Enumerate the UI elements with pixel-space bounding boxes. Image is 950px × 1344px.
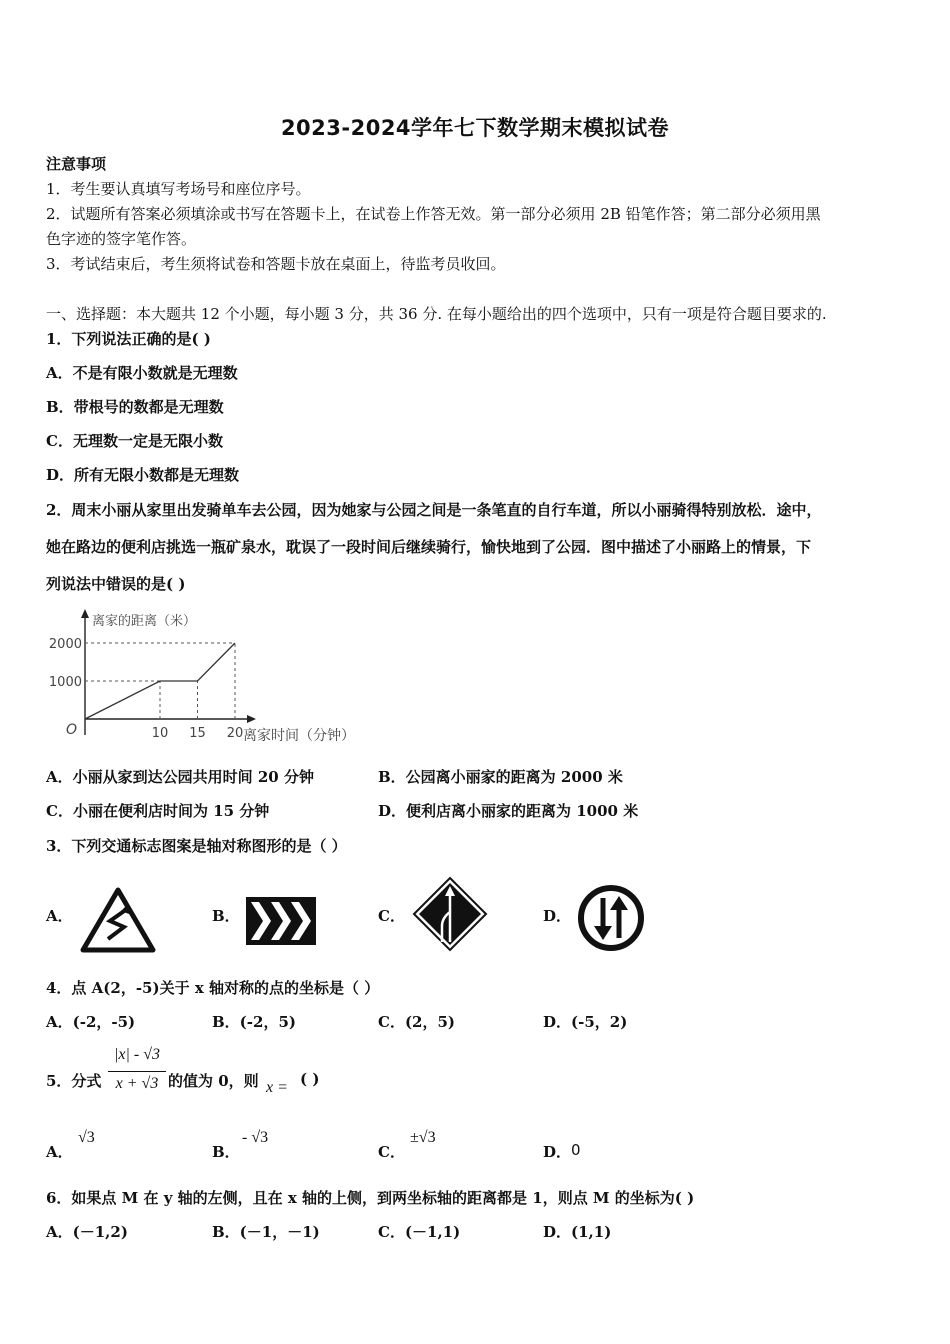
q5-value-d: 0: [571, 1141, 581, 1159]
question-4-stem: 4．点 A(2，-5)关于 x 轴对称的点的坐标是（ ）: [46, 979, 380, 997]
fraction-numerator: |x| - √3: [113, 1046, 160, 1063]
q3-label-a: A．: [46, 907, 73, 925]
q2-option-b: B．公园离小丽家的距离为 2000 米: [378, 768, 623, 786]
q1-option-b: B．带根号的数都是无理数: [46, 398, 224, 416]
notice-item: 1．考生要认真填写考场号和座位序号。: [46, 180, 311, 198]
q4-option-b: B．(-2，5): [212, 1013, 296, 1031]
q3-label-b: B．: [212, 907, 240, 925]
question-6-stem: 6．如果点 M 在 y 轴的左侧，且在 x 轴的上侧，到两坐标轴的距离都是 1，则点 M 的坐标为( ): [46, 1189, 695, 1207]
y-tick-label: 1000: [48, 675, 82, 690]
q6-option-b: B．(－1，－1): [212, 1223, 320, 1241]
q2-option-a: A．小丽从家到达公园共用时间 20 分钟: [46, 768, 314, 786]
q4-option-a: A．(-2，-5): [46, 1013, 136, 1031]
page-title: 2023-2024学年七下数学期末模拟试卷: [280, 116, 670, 140]
q5-value-b: - √3: [242, 1129, 269, 1146]
x-tick-label: 15: [189, 726, 206, 741]
question-5-suffix: 的值为 0，则: [168, 1072, 259, 1090]
question-2-line: 2．周末小丽从家里出发骑单车去公园，因为她家与公园之间是一条笔直的自行车道，所以小丽骑得特别放松．途中，: [46, 501, 822, 519]
q1-option-c: C．无理数一定是无限小数: [46, 432, 223, 450]
x-axis-arrow: [247, 715, 256, 723]
distance-series-line: [85, 643, 235, 719]
chevron-arrows-icon: [245, 896, 317, 946]
q5-label-d: D．: [543, 1143, 572, 1161]
q4-option-d: D．(-5，2): [543, 1013, 628, 1031]
q6-option-c: C．(－1,1): [378, 1223, 461, 1241]
question-3-stem: 3．下列交通标志图案是轴对称图形的是（ ）: [46, 837, 347, 855]
notice-heading: 注意事项: [46, 155, 107, 173]
question-2-line: 列说法中错误的是( ): [46, 575, 186, 593]
notice-item: 2．试题所有答案必须填涂或书写在答题卡上，在试卷上作答无效。第一部分必须用 2B 铅笔作答；第二部分必须用黑: [46, 205, 821, 223]
question-1-stem: 1．下列说法正确的是( ): [46, 330, 211, 348]
x-tick-label: 20: [226, 726, 244, 741]
q5-label-a: A．: [46, 1143, 73, 1161]
question-5-variable: x =: [266, 1079, 288, 1096]
q1-option-d: D．所有无限小数都是无理数: [46, 466, 240, 484]
q3-label-d: D．: [543, 907, 572, 925]
q3-label-c: C．: [378, 907, 405, 925]
fraction-bar: [108, 1071, 166, 1072]
x-axis-label: 离家时间（分钟）: [243, 728, 355, 744]
q5-value-a: √3: [78, 1129, 95, 1146]
question-5-prefix: 5．分式: [46, 1072, 102, 1090]
q2-option-d: D．便利店离小丽家的距离为 1000 米: [378, 802, 639, 820]
origin-label: O: [66, 722, 78, 738]
distance-time-chart: [40, 605, 385, 750]
fraction-denominator: x + √3: [115, 1075, 159, 1092]
two-way-traffic-icon: [577, 884, 645, 952]
y-axis-arrow: [81, 609, 89, 618]
notice-item: 3．考试结束后，考生须将试卷和答题卡放在桌面上，待监考员收回。: [46, 255, 506, 273]
zigzag-warning-icon: [80, 887, 156, 953]
q5-label-c: C．: [378, 1143, 405, 1161]
q5-label-b: B．: [212, 1143, 240, 1161]
q6-option-d: D．(1,1): [543, 1223, 612, 1241]
q4-option-c: C．(2，5): [378, 1013, 456, 1031]
merge-road-icon: [412, 876, 488, 952]
question-2-line: 她在路边的便利店挑选一瓶矿泉水，耽误了一段时间后继续骑行，愉快地到了公园．图中描述了小丽路上的情景，下: [46, 538, 812, 556]
q6-option-a: A．(－1,2): [46, 1223, 128, 1241]
q5-value-c: ±√3: [410, 1129, 436, 1146]
q1-option-a: A．不是有限小数就是无理数: [46, 364, 238, 382]
y-axis-label: 离家的距离（米）: [92, 614, 197, 629]
x-tick-label: 10: [151, 726, 169, 741]
question-5-paren: ( ): [300, 1070, 320, 1088]
section-heading: 一、选择题：本大题共 12 个小题，每小题 3 分，共 36 分. 在每小题给出的四个选项中，只有一项是符合题目要求的.: [46, 305, 827, 323]
y-tick-label: 2000: [48, 637, 82, 652]
notice-item: 色字迹的签字笔作答。: [46, 230, 197, 248]
q2-option-c: C．小丽在便利店时间为 15 分钟: [46, 802, 270, 820]
